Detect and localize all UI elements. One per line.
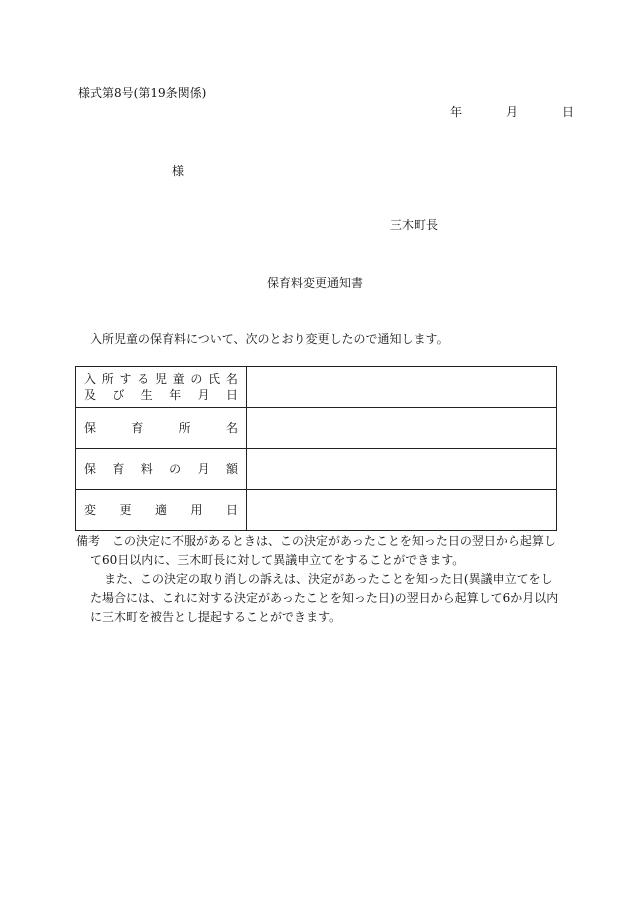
issuer: 三木町長 <box>390 218 439 232</box>
table-label-cell <box>76 490 247 531</box>
remarks-paragraph-2: また、この決定の取り消しの訴えは、決定があったことを知った日(異議申立てをした場合には、これに対する決定があったことを知った日)の翌日から起算して6か月以内に三木町を被告とし提起することができます。 <box>90 572 559 624</box>
form-number: 様式第8号(第19条関係) <box>78 86 207 100</box>
table-value-cell[interactable] <box>247 408 557 449</box>
table-label-cell <box>76 367 247 408</box>
document-title: 保育料変更通知書 <box>266 276 363 290</box>
table-label-cell <box>76 408 247 449</box>
table-value-cell[interactable] <box>247 449 557 490</box>
table-row <box>76 449 557 490</box>
remarks-paragraph-1 <box>76 532 560 570</box>
info-table <box>75 366 557 531</box>
table-label: 変 更 適 用 日 <box>84 503 238 517</box>
date-day-label: 日 <box>562 105 575 119</box>
table-label: 保 育 料 の 月 額 <box>84 462 238 476</box>
table-value-cell[interactable] <box>247 490 557 531</box>
intro-text: 入所児童の保育料について、次のとおり変更したので通知します。 <box>90 332 449 346</box>
date-line <box>450 103 574 120</box>
table-label-line: 及 び 生 年 月 日 <box>84 388 238 402</box>
date-year-label: 年 <box>450 105 463 119</box>
recipient-honorific: 様 <box>172 164 185 178</box>
table-row <box>76 367 557 408</box>
remarks-text-1: この決定に不服があるときは、この決定があったことを知った日の翌日から起算して60日以内に、三木町長に対して異議申立てをすることができます。 <box>90 534 556 567</box>
table-value-cell[interactable] <box>247 367 557 408</box>
table-label-cell <box>76 449 247 490</box>
table-label: 保 育 所 名 <box>84 421 238 435</box>
date-month-label: 月 <box>506 105 519 119</box>
remarks-heading: 備考 <box>76 534 101 548</box>
table-label-line: 入 所 す る 児 童 の 氏 名 <box>84 372 238 386</box>
table-row <box>76 490 557 531</box>
remarks-section <box>76 532 560 627</box>
table-row <box>76 408 557 449</box>
